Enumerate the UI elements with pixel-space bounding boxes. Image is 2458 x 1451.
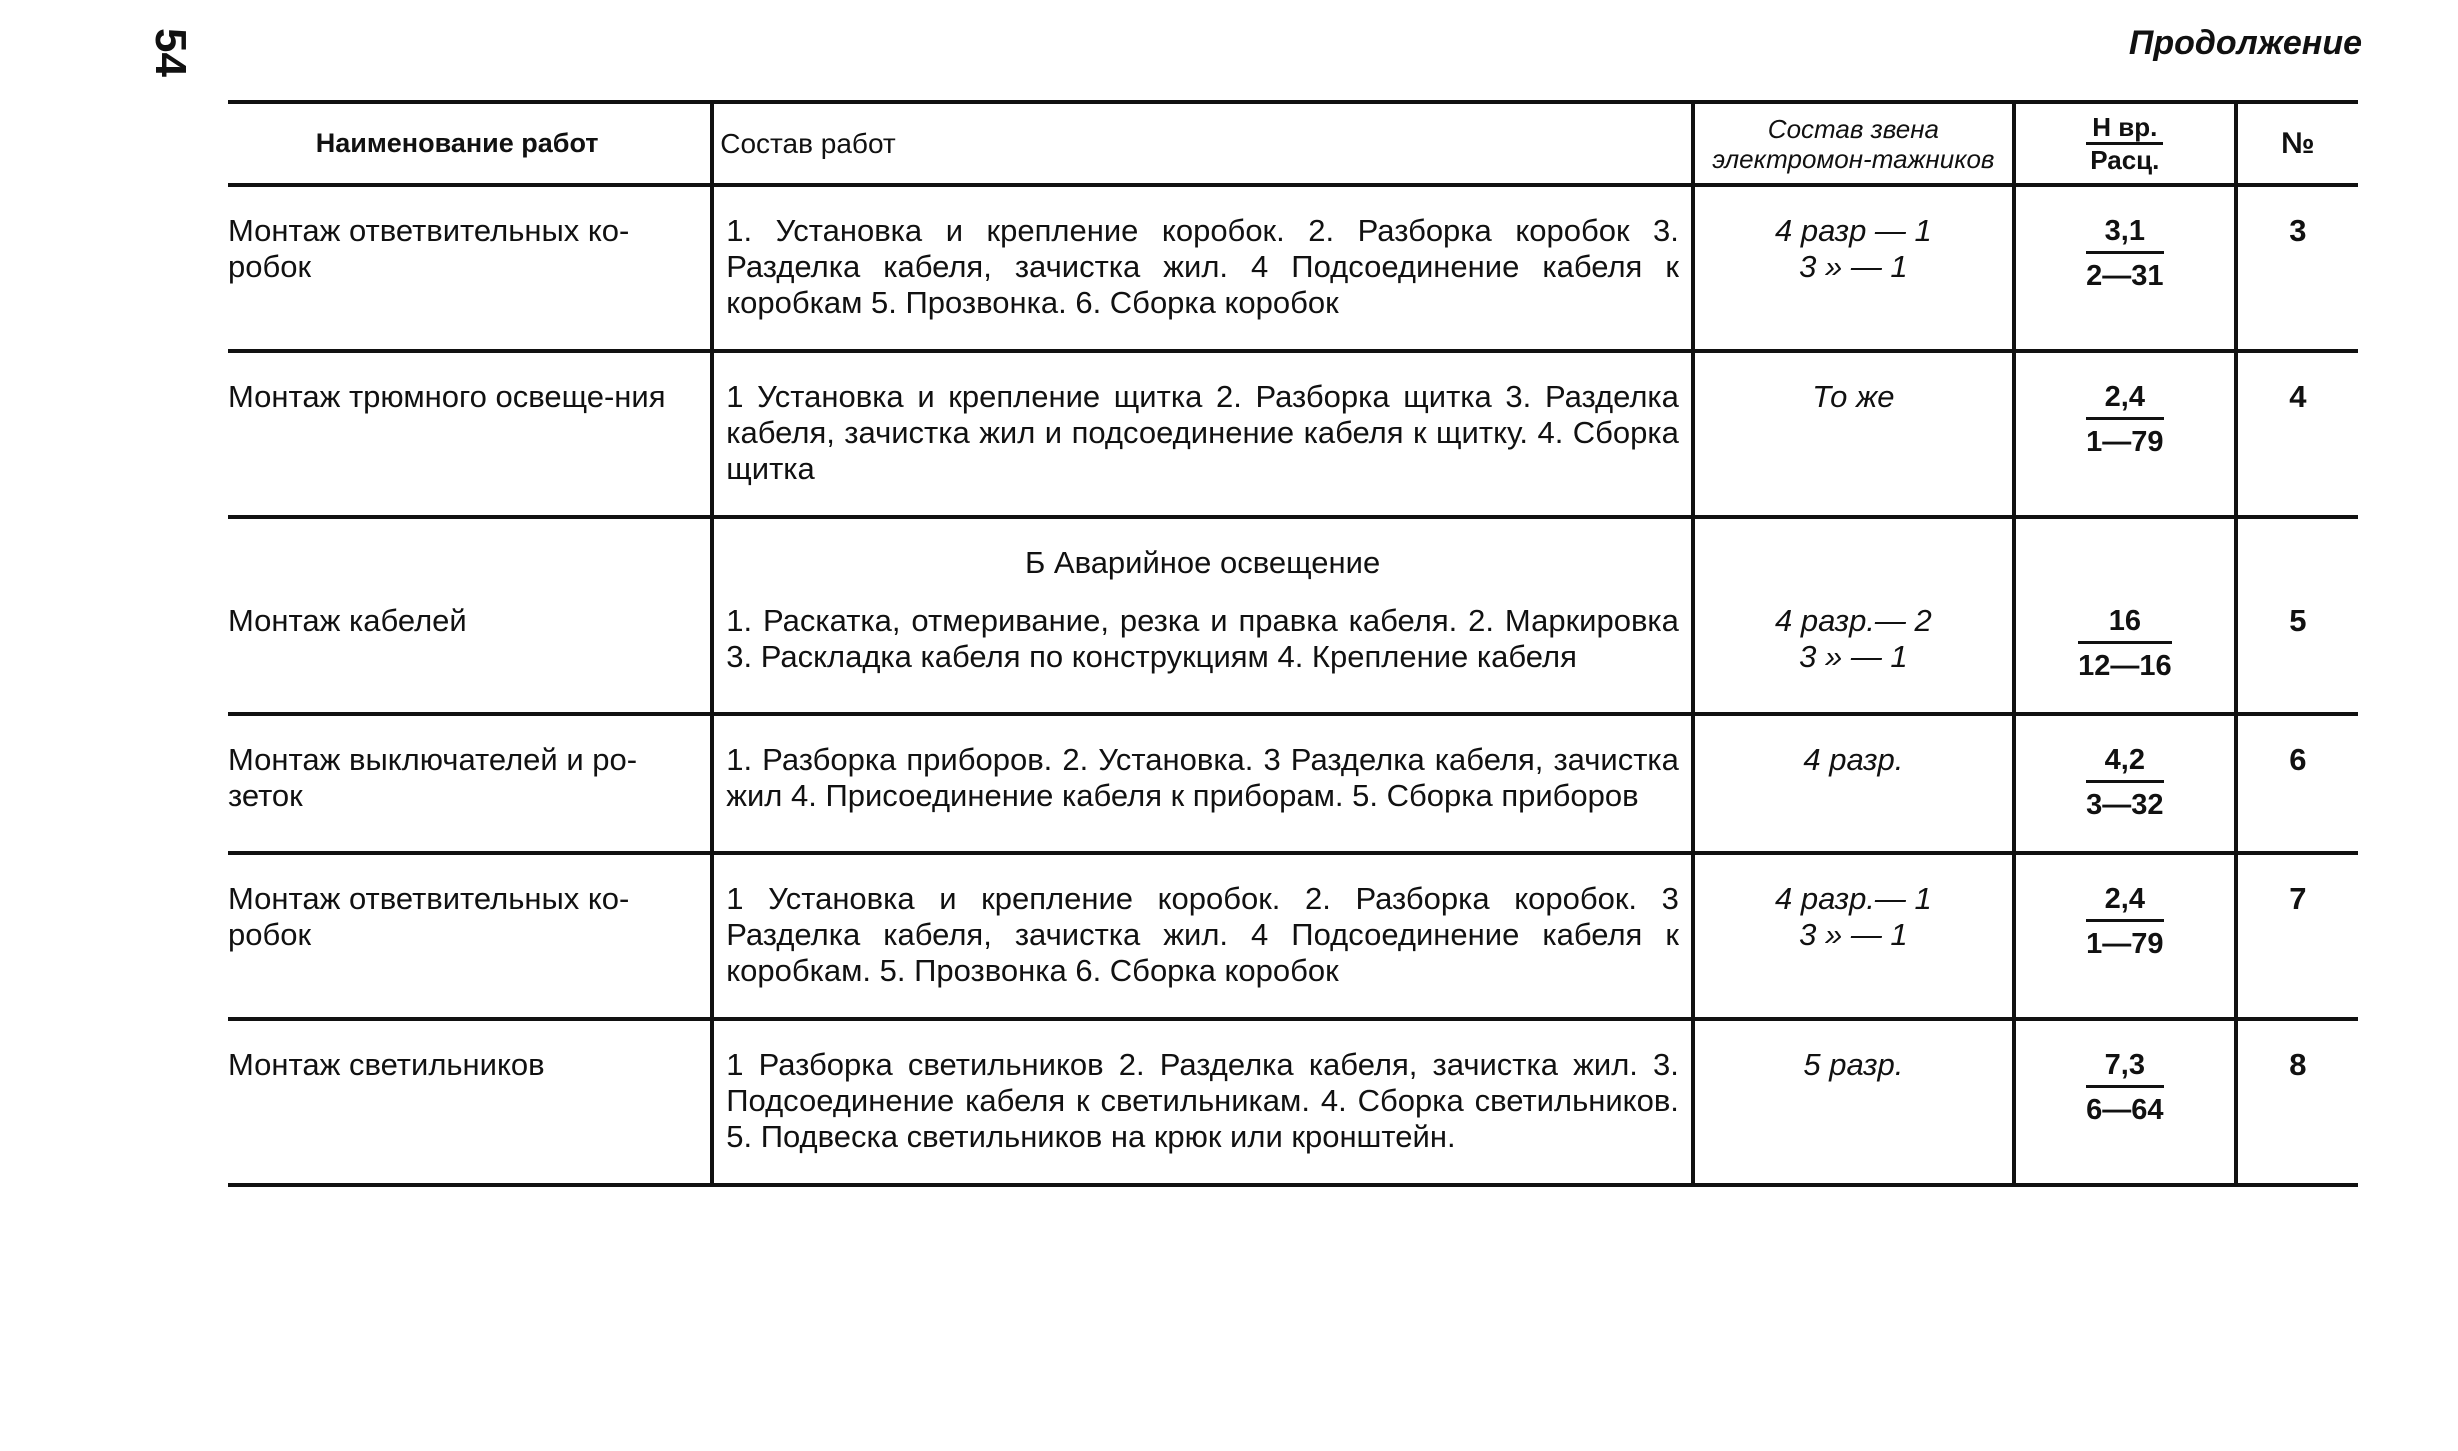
table-row [228, 185, 2358, 351]
norm-fraction [2086, 213, 2163, 294]
work-name: Монтаж ответвительных ко-робок [228, 853, 712, 1019]
norm-cell [2014, 351, 2236, 517]
row-number: 6 [2236, 714, 2358, 853]
crew-cell [1693, 1019, 2014, 1185]
work-name: Монтаж выключателей и ро-зеток [228, 714, 712, 853]
table-row [228, 714, 2358, 853]
work-composition: 1 Установка и крепление щитка 2. Разборка щитка 3. Разделка кабеля, зачистка жил и подсоединение кабеля к щитку. 4. Сборка щитка [726, 379, 1679, 486]
norm-cell [2014, 517, 2236, 714]
rate: 6—64 [2086, 1094, 2164, 1126]
page-number: 54 [146, 28, 195, 77]
crew-cell [1693, 185, 2014, 351]
work-name: Монтаж ответвительных ко-робок [228, 185, 712, 351]
time-norm: 16 [2078, 603, 2172, 644]
norm-cell [2014, 1019, 2236, 1185]
row-number: 7 [2236, 853, 2358, 1019]
norm-fraction [2086, 379, 2163, 460]
table-row [228, 853, 2358, 1019]
crew-cell [1693, 351, 2014, 517]
norm-cell [2014, 853, 2236, 1019]
time-norm: 2,4 [2086, 379, 2163, 420]
crew-cell [1693, 853, 2014, 1019]
work-composition-cell [712, 517, 1693, 714]
norm-cell [2014, 185, 2236, 351]
section-title: Б Аварийное освещение [1024, 545, 1381, 580]
norms-table [228, 100, 2358, 1187]
work-name: Монтаж кабелей [228, 517, 712, 714]
work-composition-cell [712, 185, 1693, 351]
crew-cell [1693, 714, 2014, 853]
time-norm: 7,3 [2086, 1047, 2163, 1088]
work-composition-cell [712, 351, 1693, 517]
row-number: 5 [2236, 517, 2358, 714]
work-composition-cell [712, 853, 1693, 1019]
table-row [228, 351, 2358, 517]
norm-fraction [2086, 742, 2163, 823]
work-composition: 1. Разборка приборов. 2. Установка. 3 Разделка кабеля, зачистка жил 4. Присоединение кабеля к приборам. 5. Сборка приборов [726, 742, 1679, 813]
rate: 12—16 [2078, 650, 2172, 682]
header-crew: Состав звена электромон-тажников [1693, 102, 2014, 185]
crew-line: 5 разр. [1803, 1047, 1904, 1082]
table-body [228, 185, 2358, 1185]
rate: 3—32 [2086, 789, 2164, 821]
norm-fraction [2086, 881, 2163, 962]
rate: 1—79 [2086, 928, 2164, 960]
continued-label: Продолжение [2128, 24, 2362, 62]
norm-cell [2014, 714, 2236, 853]
rate: 2—31 [2086, 260, 2164, 292]
work-composition: 1 Разборка светильников 2. Разделка кабеля, зачистка жил. 3. Подсоединение кабеля к светильникам. 4. Сборка светильников. 5. Подвеска светильников на крюк или кронштейн. [726, 1047, 1679, 1154]
time-norm: 3,1 [2086, 213, 2163, 254]
time-norm: 4,2 [2086, 742, 2163, 783]
crew-line: То же [1812, 379, 1895, 414]
norm-fraction [2078, 603, 2172, 684]
row-number: 4 [2236, 351, 2358, 517]
work-composition-cell [712, 1019, 1693, 1185]
work-composition: 1 Установка и крепление коробок. 2. Разборка коробок. 3 Разделка кабеля, зачистка жил. 4 Подсоединение кабеля к коробкам. 5. Прозвонка 6. Сборка коробок [726, 881, 1679, 988]
crew-line: 4 разр — 1 [1775, 213, 1932, 248]
work-composition: 1. Установка и крепление коробок. 2. Разборка коробок 3. Разделка кабеля, зачистка жил. 4 Подсоединение кабеля к коробкам 5. Прозвонка. 6. Сборка коробок [726, 213, 1679, 320]
work-composition: 1. Раскатка, отмеривание, резка и правка кабеля. 2. Маркировка 3. Раскладка кабеля по конструкциям 4. Крепление кабеля [726, 603, 1679, 674]
header-no: № [2236, 102, 2358, 185]
time-norm: 2,4 [2086, 881, 2163, 922]
norm-fraction [2086, 1047, 2163, 1128]
header-name: Наименование работ [228, 102, 712, 185]
crew-line: 3 » — 1 [1799, 917, 1908, 952]
row-number: 3 [2236, 185, 2358, 351]
work-composition-cell [712, 714, 1693, 853]
crew-line: 3 » — 1 [1799, 639, 1908, 674]
crew-line: 3 » — 1 [1799, 249, 1908, 284]
header-norm [2014, 102, 2236, 185]
header-norm-den: Расц. [2090, 145, 2160, 175]
crew-line: 4 разр.— 2 [1775, 603, 1932, 638]
work-name: Монтаж трюмного освеще-ния [228, 351, 712, 517]
header-composition: Состав работ [712, 102, 1693, 185]
work-name: Монтаж светильников [228, 1019, 712, 1185]
crew-line: 4 разр. [1803, 742, 1904, 777]
table-header-row [228, 102, 2358, 185]
rate: 1—79 [2086, 426, 2164, 458]
table-row [228, 1019, 2358, 1185]
crew-line: 4 разр.— 1 [1775, 881, 1932, 916]
header-norm-num: Н вр. [2086, 112, 2163, 145]
table-row [228, 517, 2358, 714]
crew-cell [1693, 517, 2014, 714]
row-number: 8 [2236, 1019, 2358, 1185]
